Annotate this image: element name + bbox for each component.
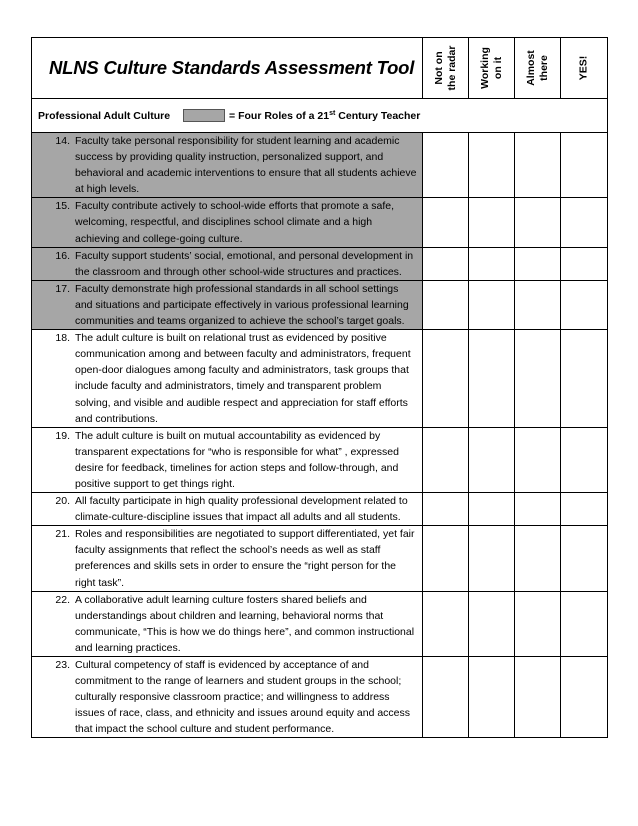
rating-yes-cell[interactable] [561, 198, 608, 247]
rating-almost-there-cell[interactable] [515, 247, 561, 280]
header-row [32, 38, 608, 99]
rating-almost-there-cell[interactable] [515, 133, 561, 198]
rating-yes-cell[interactable] [561, 591, 608, 656]
item-text: Faculty take personal responsibility for student learning and academic success by providing quality instruction, personalized support, and behavioral and academic interventions to ensure that all students achieve at high levels. [75, 135, 417, 196]
rating-working-on-it-cell[interactable] [469, 198, 515, 247]
table-row [32, 493, 608, 526]
rating-working-on-it-cell[interactable] [469, 330, 515, 428]
table-row [32, 330, 608, 428]
item-number: 17. [55, 282, 70, 295]
table-row [32, 526, 608, 591]
item-text: Faculty demonstrate high professional standards in all school settings and situations and participate effectively in various professional learning communities and teams organized to achieve the school’s target goals. [75, 282, 409, 328]
rating-almost-there-cell[interactable] [515, 526, 561, 591]
item-text: Cultural competency of staff is evidenced by acceptance of and commitment to the range of learners and student groups in the school; culturally responsive classroom practice; and willingness to address issues of race, class, and ethnicity and issues around equity and access that impact the school culture and student performance. [75, 659, 411, 736]
rating-yes-cell[interactable] [561, 493, 608, 526]
rating-not-on-radar-cell[interactable] [423, 280, 469, 329]
standard-item [32, 526, 423, 591]
rating-almost-there-cell[interactable] [515, 591, 561, 656]
standard-item [32, 198, 423, 247]
legend-cell [32, 99, 608, 133]
column-header-yes [561, 38, 608, 99]
legend [32, 109, 607, 122]
table-row [32, 198, 608, 247]
rating-yes-cell[interactable] [561, 427, 608, 492]
table-row [32, 247, 608, 280]
item-text: The adult culture is built on mutual accountability as evidenced by transparent expectations for “who is responsible for what” , expressed desire for feedback, timelines for action steps and follow-through, and positive support to get things right. [75, 429, 399, 490]
column-header-line: Almost [524, 50, 537, 86]
column-header-line: there [537, 55, 550, 81]
rating-not-on-radar-cell[interactable] [423, 198, 469, 247]
rating-working-on-it-cell[interactable] [469, 427, 515, 492]
page-title: NLNS Culture Standards Assessment Tool [49, 57, 415, 78]
column-header-line: on it [491, 56, 504, 80]
rating-working-on-it-cell[interactable] [469, 493, 515, 526]
rating-not-on-radar-cell[interactable] [423, 526, 469, 591]
rating-yes-cell[interactable] [561, 133, 608, 198]
standard-item [32, 591, 423, 656]
legend-key: = Four Roles of a 21st Century Teacher [229, 109, 421, 122]
rating-almost-there-cell[interactable] [515, 657, 561, 738]
rating-not-on-radar-cell[interactable] [423, 591, 469, 656]
item-text: A collaborative adult learning culture fosters shared beliefs and understandings about children and learning, behavioral norms that communicate, “This is how we do things here”, and common instructional and learning practices. [75, 593, 415, 654]
title-cell [32, 38, 423, 99]
rating-yes-cell[interactable] [561, 526, 608, 591]
rating-almost-there-cell[interactable] [515, 198, 561, 247]
column-header-almost-there [515, 38, 561, 99]
standard-item [32, 330, 423, 428]
assessment-table [31, 37, 608, 738]
rating-almost-there-cell[interactable] [515, 427, 561, 492]
rating-working-on-it-cell[interactable] [469, 657, 515, 738]
item-text: Faculty support students’ social, emotional, and personal development in the classroom and through other school-wide structures and practices. [75, 249, 414, 278]
column-header-working-on-it [469, 38, 515, 99]
column-header-not-on-radar [423, 38, 469, 99]
item-text: Roles and responsibilities are negotiated to support differentiated, yet fair faculty assignments that reflect the school’s needs as well as staff preferences and skills sets in order to ensure the “right person for the right task”. [75, 528, 415, 589]
item-number: 20. [55, 495, 70, 508]
standard-item [32, 133, 423, 198]
column-header-line: Working [478, 47, 491, 89]
rating-yes-cell[interactable] [561, 330, 608, 428]
column-header-line: Not on [432, 51, 445, 85]
standard-item [32, 493, 423, 526]
rating-not-on-radar-cell[interactable] [423, 657, 469, 738]
rating-working-on-it-cell[interactable] [469, 247, 515, 280]
rating-working-on-it-cell[interactable] [469, 280, 515, 329]
legend-row [32, 99, 608, 133]
standard-item [32, 427, 423, 492]
item-text: All faculty participate in high quality professional development related to climate-culture-discipline issues that impact all adults and all students. [75, 495, 408, 524]
table-row [32, 280, 608, 329]
table-row [32, 427, 608, 492]
item-number: 15. [55, 200, 70, 213]
rating-almost-there-cell[interactable] [515, 330, 561, 428]
rating-almost-there-cell[interactable] [515, 493, 561, 526]
standard-item [32, 247, 423, 280]
rating-working-on-it-cell[interactable] [469, 133, 515, 198]
column-header-line: YES! [577, 55, 590, 81]
rating-working-on-it-cell[interactable] [469, 526, 515, 591]
rating-almost-there-cell[interactable] [515, 280, 561, 329]
standard-item [32, 280, 423, 329]
item-number: 14. [55, 135, 70, 147]
item-number: 16. [55, 249, 70, 262]
rating-not-on-radar-cell[interactable] [423, 330, 469, 428]
legend-swatch [183, 109, 225, 122]
rating-yes-cell[interactable] [561, 280, 608, 329]
item-number: 22. [55, 593, 70, 606]
table-row [32, 591, 608, 656]
rating-not-on-radar-cell[interactable] [423, 133, 469, 198]
item-number: 23. [55, 659, 70, 671]
column-header-line: the radar [445, 45, 458, 91]
item-number: 19. [55, 429, 70, 442]
item-number: 21. [55, 528, 70, 541]
table-row [32, 133, 608, 198]
rating-not-on-radar-cell[interactable] [423, 247, 469, 280]
rating-not-on-radar-cell[interactable] [423, 427, 469, 492]
rating-working-on-it-cell[interactable] [469, 591, 515, 656]
section-title: Professional Adult Culture [38, 109, 171, 122]
item-number: 18. [55, 332, 70, 345]
table-row [32, 657, 608, 738]
item-text: Faculty contribute actively to school-wide efforts that promote a safe, welcoming, respectful, and disciplines school climate and a high achieving and college-going culture. [75, 200, 395, 245]
standard-item [32, 657, 423, 738]
rating-yes-cell[interactable] [561, 657, 608, 738]
rating-yes-cell[interactable] [561, 247, 608, 280]
item-text: The adult culture is built on relational trust as evidenced by positive communication among and between faculty and administrators, frequent open-door dialogues among faculty and administrators, task groups that include faculty and administrators, timely and transparent problem solving, and visible and audible respect and appreciation for staff efforts and contributions. [75, 332, 411, 425]
rating-not-on-radar-cell[interactable] [423, 493, 469, 526]
